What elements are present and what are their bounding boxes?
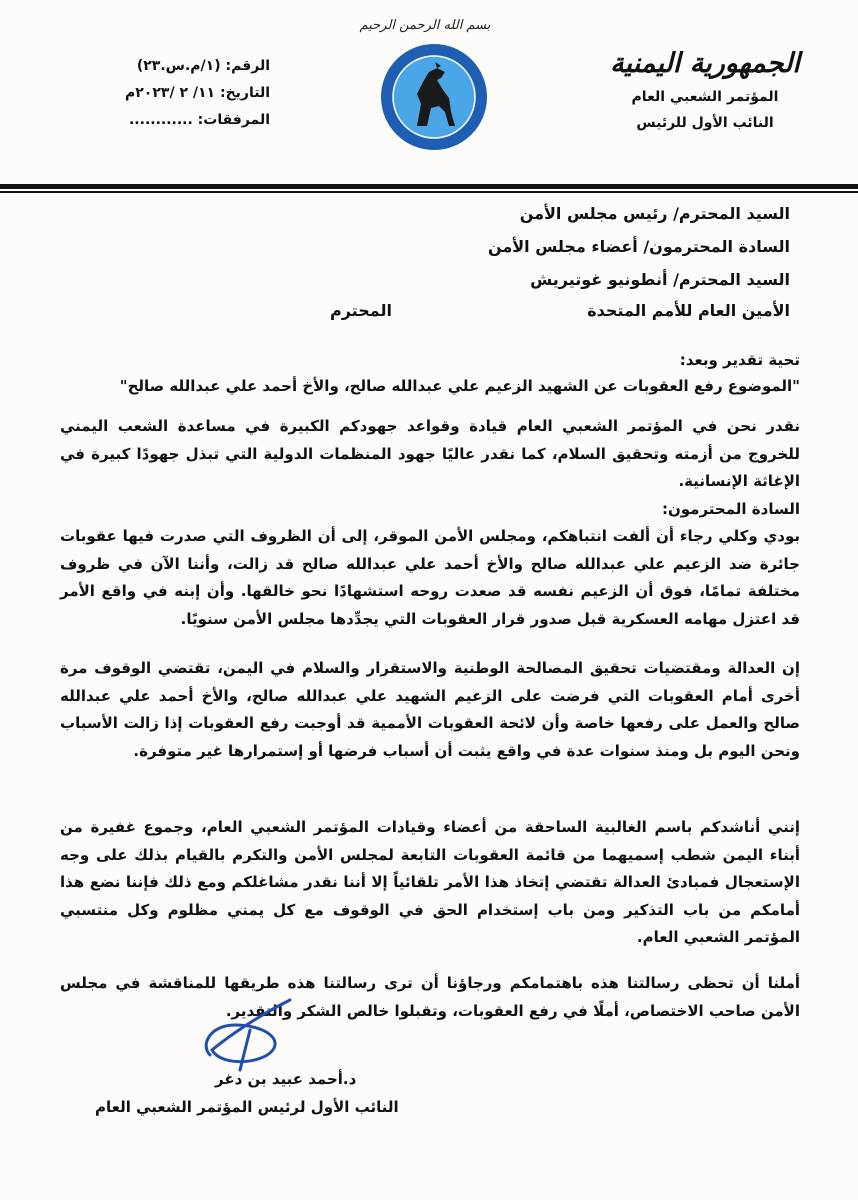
party-logo <box>379 42 489 152</box>
addressee-3: السيد المحترم/ أنطونيو غوتيريش <box>530 270 790 289</box>
letterhead-right <box>590 48 820 131</box>
paragraph-2: بودي وكلي رجاء أن ألفت انتباهكم، ومجلس الأمن الموقر، إلى أن الظروف التي صدرت فيها عقوبات جائرة ضد الزعيم علي عبدالله صالح والأخ أحمد علي عبدالله صالح قد زالت، وأننا الآن في ظروف مختلفة تمامًا، فوق أن الزعيم نفسه قد صعدت روحه استشهادًا نحو خالقها. وأن إبنه في واقع الأمر قد اعتزل مهامه العسكرية قبل صدور قرار العقوبات التي يجدِّدها مجلس الأمن سنويًا. <box>60 527 800 628</box>
basmala: بسم الله الرحمن الرحيم <box>359 18 491 33</box>
letter-date: التاريخ: ١١/ ٢ /٢٠٢٣م <box>125 85 270 101</box>
reference-number: الرقم: (١/م.س.٢٣) <box>136 58 270 74</box>
salutation: السادة المحترمون: <box>661 500 800 518</box>
paragraph-1: نقدر نحن في المؤتمر الشعبي العام قيادة وقواعد جهودكم الكبيرة في مساعدة الشعب اليمني للخروج من أزمته وتحقيق السلام، كما نقدر عاليًا جهود المنظمات الدولية التي تبذل جهودًا كبيرة في الإغاثة الإنسانية. <box>60 417 800 490</box>
republic-name: الجمهورية اليمنية <box>610 48 800 79</box>
handwritten-signature <box>190 995 300 1075</box>
party-name: المؤتمر الشعبي العام <box>631 89 779 105</box>
addressee-1: السيد المحترم/ رئيس مجلس الأمن <box>519 204 790 223</box>
addressee-2: السادة المحترمون/ أعضاء مجلس الأمن <box>487 237 790 256</box>
letter-metadata <box>100 58 270 139</box>
paragraph-4: إنني أناشدكم باسم الغالبية الساحقة من أعضاء وقيادات المؤتمر الشعبي العام، وجموع غفيرة من أبناء اليمن شطب إسميهما من قائمة العقوبات التابعة لمجلس الأمن والتكرم بالقيام بذلك على وجه الإستعجال فمبادئ العدالة تقتضي إتخاذ هذا الأمر تلقائياً إلا أننا نقدر مشاغلكم ومع ذلك فإننا نضع هذا أمامكم من باب التذكير ومن باب إستخدام الحق في الوقوف مع كل يمني مظلوم وكل منتسبي المؤتمر الشعبي العام. <box>60 818 800 946</box>
addressee-4: الأمين العام للأمم المتحدة <box>587 301 790 320</box>
paragraph-3: إن العدالة ومقتضيات تحقيق المصالحة الوطنية والاستقرار والسلام في اليمن، تقتضي الوقوف مرة أخرى أمام العقوبات التي فرضت على الزعيم الشهيد علي عبدالله صالح، والأخ أحمد علي عبدالله صالح والعمل على رفعها خاصة وأن لائحة العقوبات الأممية قد أوجبت رفع العقوبات إذا زالت الأسباب ونحن اليوم بل ومنذ سنوات عدة في واقع يثبت أن أسباب فرضها أو إستمرارها غير متوفرة. <box>60 659 800 760</box>
greeting: تحية تقدير وبعد: <box>679 351 800 369</box>
honorific: المحترم <box>330 301 392 320</box>
office-title: النائب الأول للرئيس <box>636 115 774 131</box>
subject-line: "الموضوع رفع العقوبات عن الشهيد الزعيم علي عبدالله صالح، والأخ أحمد علي عبدالله صالح" <box>119 377 800 395</box>
attachments: المرفقات: ............ <box>128 112 270 128</box>
header-divider-thin <box>0 191 858 193</box>
header-divider <box>0 184 858 189</box>
signatory-title: النائب الأول لرئيس المؤتمر الشعبي العام <box>95 1098 399 1116</box>
signatory-name: د.أحمد عبيد بن دغر <box>215 1070 357 1088</box>
paragraph-5: أملنا أن تحظى رسالتنا هذه باهتمامكم ورجاؤنا أن ترى رسالتنا هذه طريقها للمناقشة في مجلس الأمن صاحب الاختصاص، أملًا في رفع العقوبات، وتقبلوا خالص الشكر والتقدير. <box>60 974 800 1020</box>
